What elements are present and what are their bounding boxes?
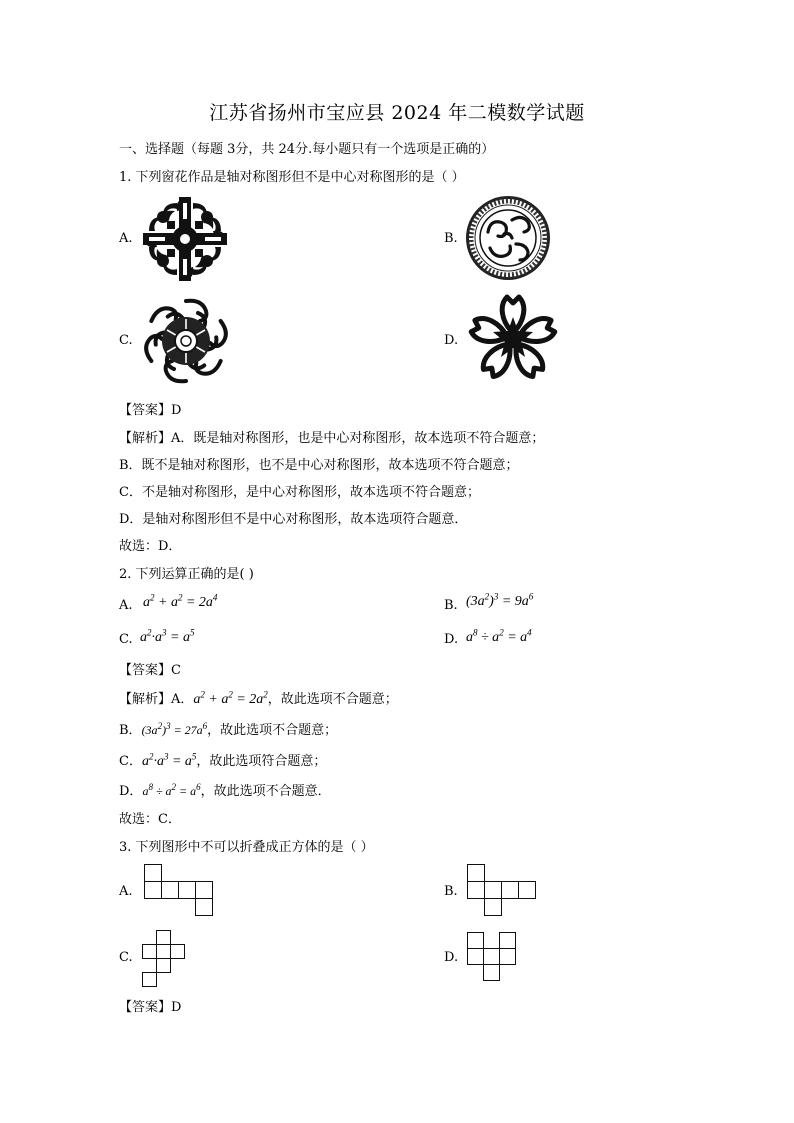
q2-conclusion: 故选：C． — [119, 812, 181, 827]
q2-analysis-b: B．$(3a^2)^3 = 27a^6$，故此选项不合题意； — [119, 721, 338, 738]
q2-label-c: C. — [119, 632, 133, 647]
q1-label-a: A. — [119, 231, 133, 246]
paper-cut-a-image — [142, 196, 228, 282]
q3-stem: 3. 下列图形中不可以折叠成正方体的是（ ） — [119, 840, 374, 855]
paper-cut-b-image — [465, 195, 551, 281]
q1-label-d: D. — [444, 333, 459, 348]
q1-analysis-d: D．是轴对称图形但不是中心对称图形，故本选项符合题意． — [119, 512, 468, 527]
q1-label-c: C. — [119, 333, 133, 348]
q1-analysis-b: B．既不是轴对称图形，也不是中心对称图形，故本选项不符合题意； — [119, 458, 519, 473]
cube-net-d — [467, 932, 519, 984]
q2-answer: 【答案】C — [119, 663, 181, 678]
cube-net-c — [142, 930, 186, 988]
page-title: 江苏省扬州市宝应县 2024 年二模数学试题 — [209, 102, 585, 124]
q3-label-b: B. — [444, 884, 458, 899]
q3-answer: 【答案】D — [119, 1000, 182, 1015]
q1-conclusion: 故选：D． — [119, 539, 182, 554]
q3-label-a: A. — [119, 884, 133, 899]
section-heading: 一、选择题（每题 3分，共 24分.每小题只有一个选项是正确的） — [119, 142, 495, 157]
q2-stem: 2. 下列运算正确的是( ) — [119, 567, 254, 582]
q1-label-b: B. — [444, 231, 458, 246]
q1-answer: 【答案】D — [119, 403, 182, 418]
q2-analysis-c: C．$a^2\cdot a^3 = a^5$，故此选项符合题意； — [119, 751, 327, 769]
q2-option-d-formula: $a^8 \div a^2 = a^4$ — [466, 627, 532, 645]
q2-label-b: B. — [444, 598, 458, 613]
q2-label-d: D. — [444, 632, 459, 647]
paper-cut-c-image — [142, 297, 230, 385]
cube-net-b — [467, 864, 543, 918]
q1-analysis-a: 【解析】A．既是轴对称图形，也是中心对称图形，故本选项不符合题意； — [119, 431, 545, 446]
cube-net-a — [144, 864, 216, 918]
q2-option-c-formula: $a^2\cdot a^3 = a^5$ — [140, 627, 195, 645]
q1-analysis-c: C．不是轴对称图形，是中心对称图形，故本选项不符合题意； — [119, 485, 480, 500]
paper-cut-d-image — [468, 293, 558, 385]
q2-option-b-formula: $(3a^2)^3 = 9a^6$ — [466, 591, 534, 609]
q3-label-d: D. — [444, 950, 459, 965]
q3-label-c: C. — [119, 950, 133, 965]
q2-option-a-formula: $a^2 + a^2 = 2a^4$ — [143, 592, 218, 610]
q1-stem: 1. 下列窗花作品是轴对称图形但不是中心对称图形的是（ ） — [119, 170, 465, 185]
q2-analysis-d: D．$a^8 \div a^2 = a^6$，故此选项不合题意． — [119, 782, 331, 799]
q2-analysis-a: 【解析】A．$a^2 + a^2 = 2a^2$，故此选项不合题意； — [119, 689, 398, 707]
q2-label-a: A. — [119, 598, 133, 613]
